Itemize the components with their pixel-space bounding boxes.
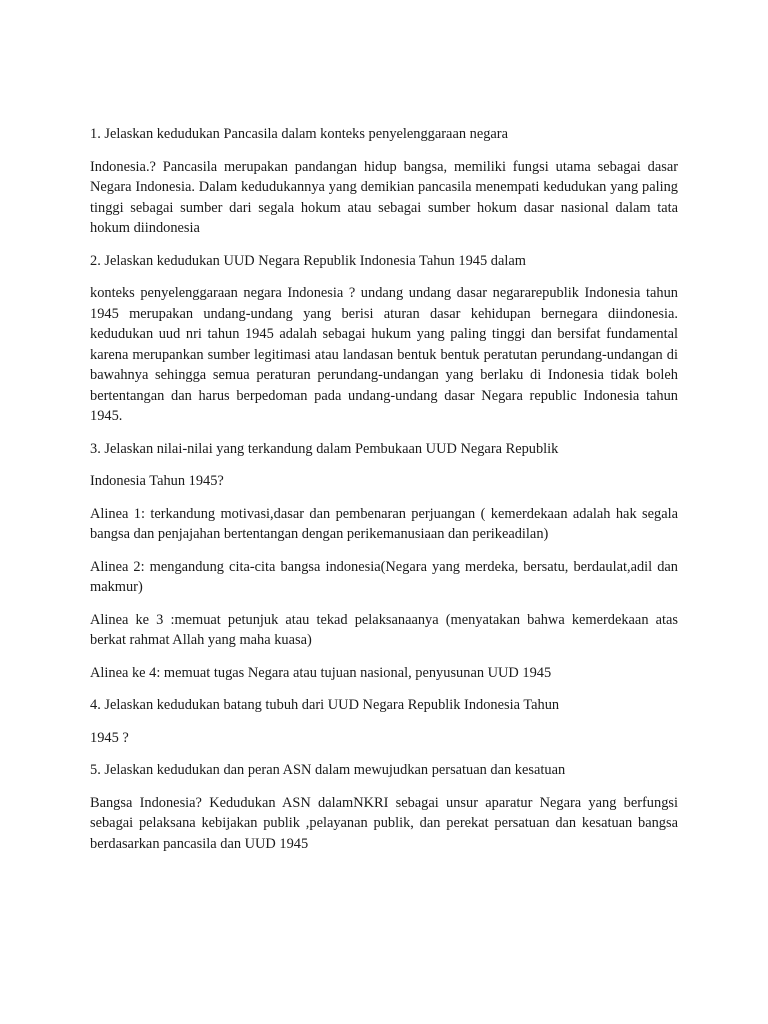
question-5-heading: 5. Jelaskan kedudukan dan peran ASN dalam mewujudkan persatuan dan kesatuan [90,762,566,778]
question-2-heading: 2. Jelaskan kedudukan UUD Negara Republik Indonesia Tahun 1945 dalam [90,252,526,269]
alinea-3-paragraph: Alinea ke 3 :memuat petunjuk atau tekad pelaksanaanya (menyatakan bahwa kemerdekaan atas berkat rahmat Allah yang maha kuasa) [90,611,678,648]
question-1-heading: 1. Jelaskan kedudukan Pancasila dalam konteks penyelenggaraan negara [90,126,508,142]
document-page [90,124,678,866]
alinea-2-paragraph: Alinea 2: mengandung cita-cita bangsa indonesia(Negara yang merdeka, bersatu, berdaulat,adil dan makmur) [90,558,678,595]
answer-2-paragraph: konteks penyelenggaraan negara Indonesia ? undang undang dasar negararepublik Indonesia tahun 1945 merupakan undang-undang yang berisi aturan dasar kehidupan bernegara diindonesia. kedudukan uud nri tahun 1945 adalah sebagai hukum yang paling tinggi dan bersifat fundamental karena merupankan sumber legitimasi atau landasan bentuk bentuk peratutan perundang-undangan di bawahnya sehingga semua peraturan perundang-undangan yang berlaku di Indonesia tidak boleh bertentangan dan harus berpedoman pada undang-undang dasar Negara republic Indonesia tahun 1945. [90,285,678,424]
question-4-heading: 4. Jelaskan kedudukan batang tubuh dari UUD Negara Republik Indonesia Tahun [90,697,560,713]
question-3-heading: 3. Jelaskan nilai-nilai yang terkandung dalam Pembukaan UUD Negara Republik [90,440,559,457]
alinea-1-paragraph: Alinea 1: terkandung motivasi,dasar dan pembenaran perjuangan ( kemerdekaan adalah hak segala bangsa dan penjajahan bertentangan dengan perikemanusiaan dan perikeadilan) [90,505,678,542]
answer-5-paragraph: Bangsa Indonesia? Kedudukan ASN dalamNKRI sebagai unsur aparatur Negara yang berfungsi sebagai pelaksana kebijakan publik ,pelayanan publik, dan perekat persatuan dan kesatuan bangsa berdasarkan pancasila dan UUD 1945 [90,794,678,852]
question-3-continuation: Indonesia Tahun 1945? [90,473,224,489]
alinea-4-paragraph: Alinea ke 4: memuat tugas Negara atau tujuan nasional, penyusunan UUD 1945 [90,664,552,681]
answer-1-paragraph: Indonesia.? Pancasila merupakan pandangan hidup bangsa, memiliki fungsi utama sebagai dasar Negara Indonesia. Dalam kedudukannya yang demikian pancasila menempati kedudukan yang paling tinggi sebagai sumber dari segala hokum atau sebagai sumber hokum dasar nasional dalam tata hokum diindonesia [90,158,678,236]
question-4-continuation: 1945 ? [90,729,129,746]
